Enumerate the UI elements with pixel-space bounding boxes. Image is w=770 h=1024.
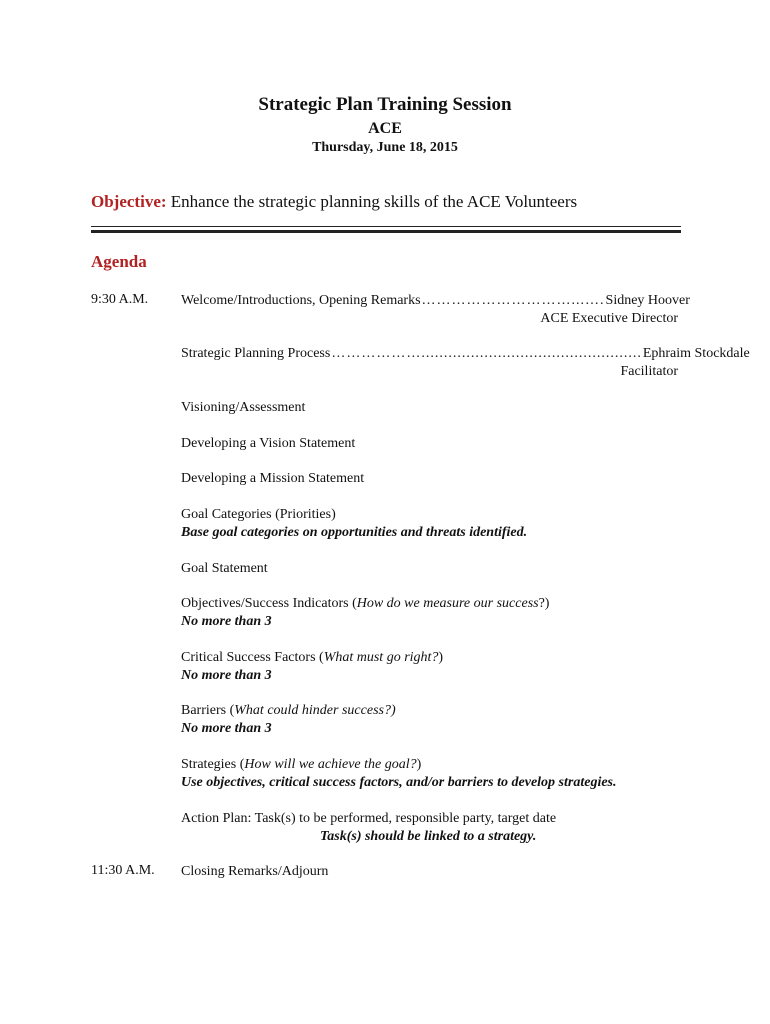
divider-thin [91,226,681,227]
session-date: Thursday, June 18, 2015 [312,140,458,155]
action-plan-note: Task(s) should be linked to a strategy. [320,829,537,844]
process-dot-leader: ………………................................................. [331,346,642,361]
agenda-item-strategies [181,756,421,774]
strategies-text: Strategies ( [181,757,245,772]
welcome-speaker: Sidney Hoover [605,293,690,308]
welcome-text: Welcome/Introductions, Opening Remarks [181,293,421,308]
objectives-text: Objectives/Success Indicators ( [181,596,357,611]
agenda-item-visioning: Visioning/Assessment [181,400,306,415]
strategies-question: How will we achieve the goal? [244,757,417,772]
objectives-note: No more than 3 [181,614,272,629]
agenda-item-closing: Closing Remarks/Adjourn [181,864,329,879]
process-speaker: Ephraim Stockdale [642,346,750,361]
csf-note: No more than 3 [181,668,272,683]
divider-thick [91,230,681,233]
barriers-note: No more than 3 [181,721,272,736]
agenda-item-welcome [181,292,690,310]
agenda-item-vision: Developing a Vision Statement [181,436,356,451]
agenda-item-action-plan: Action Plan: Task(s) to be performed, responsible party, target date [181,811,557,826]
page-title: Strategic Plan Training Session [258,94,512,115]
csf-close: ) [438,650,444,665]
barriers-question: What could hinder success?) [234,703,396,718]
organization-name: ACE [368,120,402,137]
strategies-close: ) [416,757,422,772]
csf-question: What must go right? [323,650,439,665]
agenda-item-csf [181,649,443,667]
welcome-dot-leader: …………………………...…. [421,293,605,308]
agenda-item-goal-statement: Goal Statement [181,561,268,576]
agenda-item-objectives [181,595,549,613]
agenda-heading: Agenda [91,252,147,271]
objective-text: Enhance the strategic planning skills of the ACE Volunteers [170,192,578,211]
goal-categories-note: Base goal categories on opportunities and threats identified. [181,525,528,540]
csf-text: Critical Success Factors ( [181,650,324,665]
objective-line [91,192,577,212]
agenda-item-barriers [181,702,396,720]
strategies-note: Use objectives, critical success factors, and/or barriers to develop strategies. [181,775,617,790]
agenda-item-goal-categories: Goal Categories (Priorities) [181,507,336,522]
agenda-item-process [181,345,750,363]
process-speaker-role: Facilitator [620,364,678,379]
barriers-text: Barriers ( [181,703,235,718]
objectives-close: ?) [538,596,550,611]
end-time: 11:30 A.M. [91,863,155,878]
process-text: Strategic Planning Process [181,346,331,361]
objective-label: Objective: [91,192,167,211]
start-time: 9:30 A.M. [91,292,149,307]
agenda-item-mission: Developing a Mission Statement [181,471,365,486]
welcome-speaker-role: ACE Executive Director [540,311,678,326]
objectives-question: How do we measure our success [356,596,539,611]
